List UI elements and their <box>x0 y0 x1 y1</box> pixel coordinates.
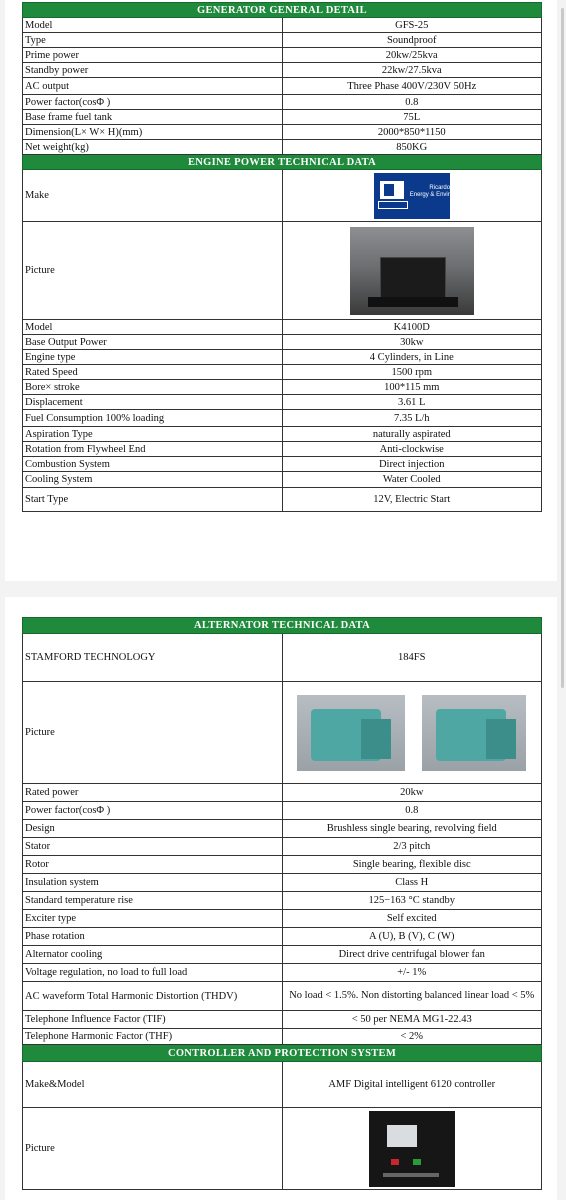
spec-row <box>23 820 542 838</box>
spec-value: Water Cooled <box>282 472 542 488</box>
spec-value: Anti-clockwise <box>282 442 542 457</box>
spec-value: 2000*850*1150 <box>282 125 542 140</box>
spec-row <box>23 125 542 140</box>
spec-row <box>23 18 542 33</box>
spec-row <box>23 802 542 820</box>
alternator-picture-label: Picture <box>23 682 283 784</box>
spec-value: 22kw/27.5kva <box>282 63 542 78</box>
spec-row <box>23 472 542 488</box>
logo-text-ricardo: Ricardo <box>429 184 451 191</box>
spec-label: Model <box>23 18 283 33</box>
spec-row <box>23 856 542 874</box>
spec-label: Engine type <box>23 350 283 365</box>
spec-row <box>23 784 542 802</box>
spec-value: 125−163 °C standby <box>282 892 542 910</box>
spec-label: Standard temperature rise <box>23 892 283 910</box>
ricardo-logo-icon <box>374 173 470 219</box>
spec-label: Rotor <box>23 856 283 874</box>
spec-row <box>23 442 542 457</box>
spec-label: Cooling System <box>23 472 283 488</box>
spec-row <box>23 488 542 512</box>
spec-label: Type <box>23 33 283 48</box>
spec-label: Start Type <box>23 488 283 512</box>
spec-label: Stator <box>23 838 283 856</box>
engine-section-header: ENGINE POWER TECHNICAL DATA <box>23 155 542 170</box>
alternator-photo-icon <box>422 695 526 771</box>
engine-make-value <box>282 170 542 222</box>
spec-value: Soundproof <box>282 33 542 48</box>
spec-value: 30kw <box>282 335 542 350</box>
spec-label: Combustion System <box>23 457 283 472</box>
spec-label: Power factor(cosΦ ) <box>23 802 283 820</box>
spec-row <box>23 380 542 395</box>
alternator-brand-label: STAMFORD TECHNOLOGY <box>23 634 283 682</box>
spec-row <box>23 427 542 442</box>
spec-label: Rated power <box>23 784 283 802</box>
spec-value: 100*115 mm <box>282 380 542 395</box>
spec-label: Phase rotation <box>23 928 283 946</box>
spec-label: Alternator cooling <box>23 946 283 964</box>
spec-label: AC waveform Total Harmonic Distortion (THDV) <box>23 982 283 1011</box>
spec-label: Base Output Power <box>23 335 283 350</box>
alternator-brand-value: 184FS <box>282 634 542 682</box>
spec-value: Direct injection <box>282 457 542 472</box>
alternator-spec-table <box>22 617 542 1190</box>
spec-value: 3.61 L <box>282 395 542 410</box>
spec-row <box>23 48 542 63</box>
spec-value: 1500 rpm <box>282 365 542 380</box>
alternator-section-header: ALTERNATOR TECHNICAL DATA <box>23 618 542 634</box>
spec-value: Brushless single bearing, revolving field <box>282 820 542 838</box>
spec-label: Exciter type <box>23 910 283 928</box>
spec-label: Design <box>23 820 283 838</box>
spec-value: < 2% <box>282 1029 542 1045</box>
spec-row <box>23 910 542 928</box>
spec-row <box>23 320 542 335</box>
spec-label: Bore× stroke <box>23 380 283 395</box>
spec-label: Insulation system <box>23 874 283 892</box>
spec-value: No load < 1.5%. Non distorting balanced linear load < 5% <box>282 982 542 1011</box>
spec-label: Base frame fuel tank <box>23 110 283 125</box>
spec-row <box>23 1011 542 1029</box>
generator-section-header: GENERATOR GENERAL DETAIL <box>23 3 542 18</box>
spec-value: GFS-25 <box>282 18 542 33</box>
spec-label: Power factor(cosΦ ) <box>23 95 283 110</box>
generator-spec-table <box>22 2 542 512</box>
spec-row <box>23 335 542 350</box>
spec-sheet-page-2 <box>5 597 557 1200</box>
spec-value: Single bearing, flexible disc <box>282 856 542 874</box>
spec-value: 850KG <box>282 140 542 155</box>
spec-row <box>23 892 542 910</box>
spec-value: 12V, Electric Start <box>282 488 542 512</box>
spec-sheet-page-1 <box>5 0 557 581</box>
spec-value: < 50 per NEMA MG1-22.43 <box>282 1011 542 1029</box>
controller-picture-label: Picture <box>23 1108 283 1190</box>
spec-value: naturally aspirated <box>282 427 542 442</box>
spec-label: Rated Speed <box>23 365 283 380</box>
controller-make-label: Make&Model <box>23 1062 283 1108</box>
spec-value: 4 Cylinders, in Line <box>282 350 542 365</box>
spec-value: 75L <box>282 110 542 125</box>
spec-label: Model <box>23 320 283 335</box>
engine-make-label: Make <box>23 170 283 222</box>
spec-row <box>23 350 542 365</box>
generator-photo-icon <box>350 227 474 315</box>
spec-value: Class H <box>282 874 542 892</box>
spec-row <box>23 395 542 410</box>
spec-row <box>23 1029 542 1045</box>
spec-row <box>23 928 542 946</box>
spec-label: Voltage regulation, no load to full load <box>23 964 283 982</box>
spec-value: 20kw/25kva <box>282 48 542 63</box>
controller-make-value: AMF Digital intelligent 6120 controller <box>282 1062 542 1108</box>
spec-label: Rotation from Flywheel End <box>23 442 283 457</box>
spec-value: A (U), B (V), C (W) <box>282 928 542 946</box>
spec-row <box>23 982 542 1011</box>
spec-row <box>23 946 542 964</box>
spec-label: Telephone Harmonic Factor (THF) <box>23 1029 283 1045</box>
spec-value: 20kw <box>282 784 542 802</box>
spec-row <box>23 964 542 982</box>
spec-row <box>23 874 542 892</box>
spec-row <box>23 78 542 95</box>
controller-section-header: CONTROLLER AND PROTECTION SYSTEM <box>23 1045 542 1062</box>
logo-text-subtitle: Energy & Environment <box>409 191 470 198</box>
spec-label: Aspiration Type <box>23 427 283 442</box>
spec-row <box>23 140 542 155</box>
spec-value: K4100D <box>282 320 542 335</box>
spec-row <box>23 33 542 48</box>
spec-value: Three Phase 400V/230V 50Hz <box>282 78 542 95</box>
spec-row <box>23 63 542 78</box>
spec-label: AC output <box>23 78 283 95</box>
engine-picture-label: Picture <box>23 222 283 320</box>
spec-value: 0.8 <box>282 95 542 110</box>
controller-photo-icon <box>369 1111 455 1187</box>
spec-row <box>23 457 542 472</box>
spec-value: 7.35 L/h <box>282 410 542 427</box>
spec-value: +/- 1% <box>282 964 542 982</box>
spec-label: Displacement <box>23 395 283 410</box>
spec-row <box>23 838 542 856</box>
spec-label: Standby power <box>23 63 283 78</box>
spec-row <box>23 365 542 380</box>
spec-label: Fuel Consumption 100% loading <box>23 410 283 427</box>
spec-label: Dimension(L× W× H)(mm) <box>23 125 283 140</box>
spec-label: Net weight(kg) <box>23 140 283 155</box>
spec-row <box>23 95 542 110</box>
alternator-photo-icon <box>297 695 405 771</box>
spec-row <box>23 110 542 125</box>
spec-row <box>23 410 542 427</box>
spec-label: Prime power <box>23 48 283 63</box>
spec-value: Direct drive centrifugal blower fan <box>282 946 542 964</box>
spec-value: 0.8 <box>282 802 542 820</box>
spec-value: 2/3 pitch <box>282 838 542 856</box>
spec-value: Self excited <box>282 910 542 928</box>
spec-label: Telephone Influence Factor (TIF) <box>23 1011 283 1029</box>
scrollbar[interactable] <box>561 8 564 688</box>
